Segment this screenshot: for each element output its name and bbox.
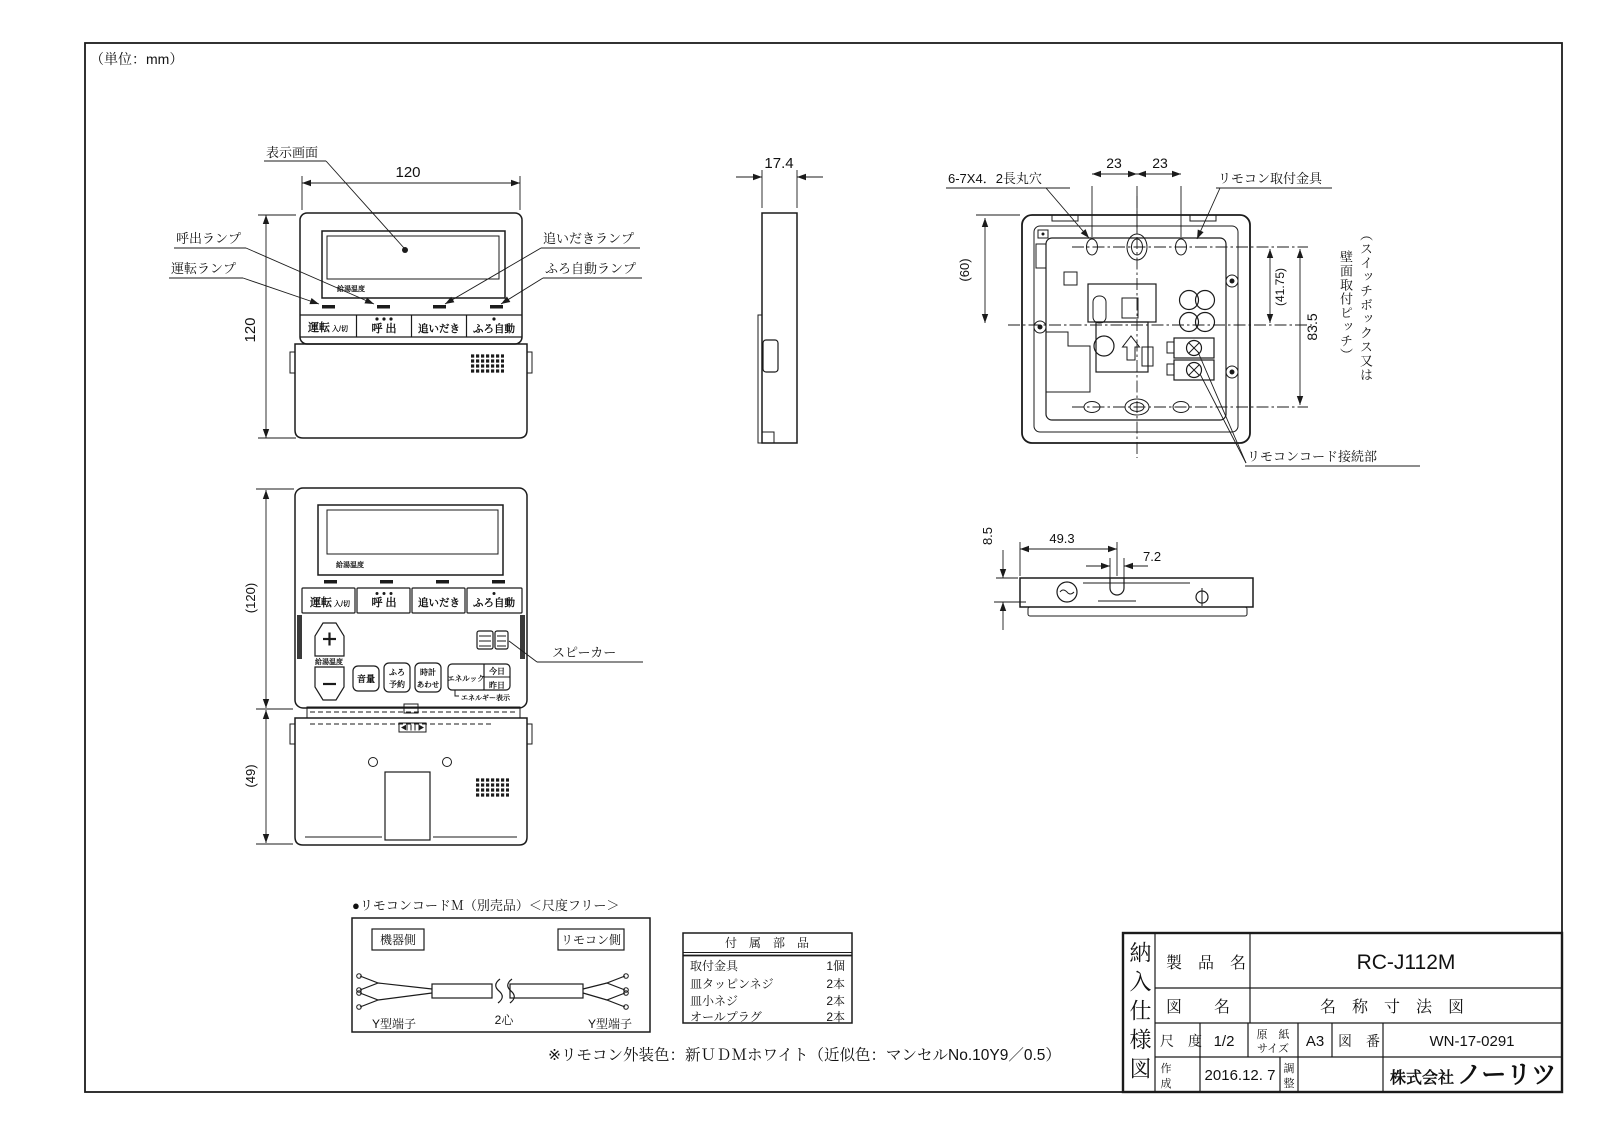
speaker-grid (476, 780, 509, 795)
enelook-button-label: エネルック (447, 674, 485, 683)
clock-set-button-label: 時計 (420, 668, 436, 677)
label-display-screen: 表示画面 (266, 145, 319, 160)
sheet-frame (85, 43, 1562, 1092)
power-button-label: 運転 入/切 (308, 322, 348, 334)
call-button-label: 呼 出 (371, 323, 397, 335)
svg-text:あわせ: あわせ (416, 680, 440, 689)
label-speaker: スピーカー (552, 645, 617, 660)
paper-size-value: A3 (1305, 1033, 1325, 1050)
temp-label: 給湯温度 (315, 659, 343, 666)
table-row (690, 958, 845, 973)
reheat-button-label: 追いだき (418, 597, 460, 609)
product-name: RC-J112M (1356, 951, 1456, 974)
created-date: 2016.12. 7 (1204, 1067, 1276, 1084)
svg-text:皿小ネジ: 皿小ネジ (690, 994, 739, 1008)
dim-23-right: 23 (1152, 155, 1168, 171)
svg-text:成: 成 (1160, 1078, 1172, 1090)
front-view-closed (169, 145, 642, 438)
label-reheat-lamp: 追いだきランプ (543, 231, 635, 246)
svg-text:2本: 2本 (826, 994, 845, 1008)
y-terminals-right (583, 974, 628, 1010)
switchbox-note-line1: （スイッチボックス又は (1358, 228, 1373, 382)
bath-reserve-button-label: ふろ (389, 668, 405, 677)
run-lamp (322, 305, 335, 309)
terminal-left-label: Y型端子 (371, 1017, 417, 1031)
dim-72: 7.2 (1143, 549, 1162, 564)
device-side-label: 機器側 (379, 933, 417, 947)
label-call-lamp: 呼出ランプ (176, 231, 242, 246)
title-block (1123, 933, 1562, 1092)
auto-button-label: ふろ自動 (473, 323, 515, 335)
side-view (736, 155, 823, 443)
table-row (690, 1009, 845, 1024)
company-logo: 株式会社 ノーリツ (1390, 1061, 1557, 1089)
label-mounting-bracket: リモコン取付金具 (1218, 171, 1323, 186)
connector-assembly (1088, 284, 1156, 372)
dim-height: 120 (242, 317, 259, 343)
dim-85: 8.5 (980, 526, 995, 546)
svg-text:2本: 2本 (826, 1010, 845, 1024)
svg-text:サイズ: サイズ (1256, 1043, 1290, 1055)
label-auto-lamp: ふろ自動ランプ (545, 261, 637, 276)
power-button-label: 運転 入/切 (310, 597, 350, 609)
svg-text:予約: 予約 (389, 680, 405, 689)
adjust-label: 調 (1283, 1063, 1295, 1075)
dim-depth: 17.4 (764, 155, 794, 172)
scale-label: 尺 度 (1160, 1033, 1202, 1049)
call-lamp (377, 305, 390, 309)
front-view-dimensions (242, 164, 520, 438)
parts-table-title: 付 属 部 品 (724, 936, 810, 950)
table-row (690, 976, 845, 991)
mounting-holes (1084, 234, 1189, 415)
label-cord-connection: リモコンコード接続部 (1247, 449, 1378, 464)
number-label: 図 番 (1338, 1033, 1380, 1049)
auto-button-label: ふろ自動 (473, 597, 515, 609)
svg-text:取付金具: 取付金具 (690, 959, 739, 973)
title-block-side-label: 納入仕様図 (1127, 941, 1152, 1086)
bottom-view (980, 527, 1253, 630)
core-label: 2心 (494, 1013, 514, 1027)
reheat-button-label: 追いだき (418, 323, 460, 335)
svg-text:オールプラグ: オールプラグ (690, 1010, 762, 1024)
drawing-name: 名 称 寸 法 図 (1319, 999, 1465, 1016)
svg-text:整: 整 (1283, 1078, 1295, 1090)
cord-diagram-title: ●リモコンコードＭ（別売品）＜尺度フリー＞ (352, 898, 620, 913)
call-button-label: 呼 出 (371, 597, 397, 609)
unit-note: （単位：mm） (90, 51, 184, 67)
svg-text:2本: 2本 (826, 977, 845, 991)
drawing-label: 図 名 (1166, 999, 1231, 1016)
scale-value: 1/2 (1213, 1033, 1235, 1050)
volume-button-label: 音量 (356, 674, 376, 684)
dim-23-left: 23 (1106, 155, 1122, 171)
energy-note: エネルギー表示 (461, 695, 510, 702)
temp-down-button (315, 667, 344, 700)
dim-4175: (41.75) (1273, 267, 1287, 307)
dim-open-height: (120) (243, 582, 258, 614)
today-label: 今日 (489, 667, 505, 676)
dim-lid-height: (49) (243, 764, 258, 788)
product-label: 製 品 名 (1166, 955, 1247, 972)
label-oblong-holes: 6-7X4．2長丸穴 (948, 171, 1042, 186)
dim-width: 120 (395, 164, 421, 181)
dim-835: 83.5 (1304, 313, 1320, 341)
display-caption: 給湯温度 (336, 562, 364, 569)
open-view-dimensions (243, 489, 294, 844)
paper-size-label: 原 紙 (1256, 1029, 1290, 1041)
cord-diagram (352, 898, 650, 1032)
auto-lamp (490, 305, 503, 309)
reheat-lamp (433, 305, 446, 309)
terminal-right-label: Y型端子 (587, 1017, 633, 1031)
created-label: 作 (1160, 1063, 1172, 1075)
front-view-open (243, 488, 643, 845)
table-row (690, 993, 845, 1008)
svg-text:1個: 1個 (826, 959, 845, 973)
display-window (327, 236, 499, 279)
svg-text:皿タッピンネジ: 皿タッピンネジ (690, 977, 774, 991)
temp-up-button (315, 623, 344, 656)
dim-493: 49.3 (1049, 531, 1075, 546)
yesterday-label: 昨日 (489, 681, 505, 690)
speaker-grid (471, 356, 504, 371)
switchbox-note-line2: 壁面取付ピッチ） (1338, 250, 1353, 362)
side-view-dimensions (736, 155, 823, 208)
lid-handle-recess (385, 772, 430, 840)
dim-60: (60) (957, 258, 972, 282)
display-caption: 給湯温度 (337, 286, 365, 293)
open-lid (290, 718, 532, 845)
speaker (477, 631, 508, 649)
exterior-color-note: ※リモコン外装色：新ＵＤＭホワイト（近似色：マンセルNo.10Y9／0.5） (548, 1047, 1061, 1064)
parts-table (683, 933, 852, 1024)
y-terminals-left (357, 974, 432, 1010)
number-value: WN-17-0291 (1429, 1033, 1515, 1050)
remote-side-label: リモコン側 (560, 933, 622, 947)
rear-view-dimensions (957, 155, 1320, 405)
label-run-lamp: 運転ランプ (171, 261, 237, 276)
